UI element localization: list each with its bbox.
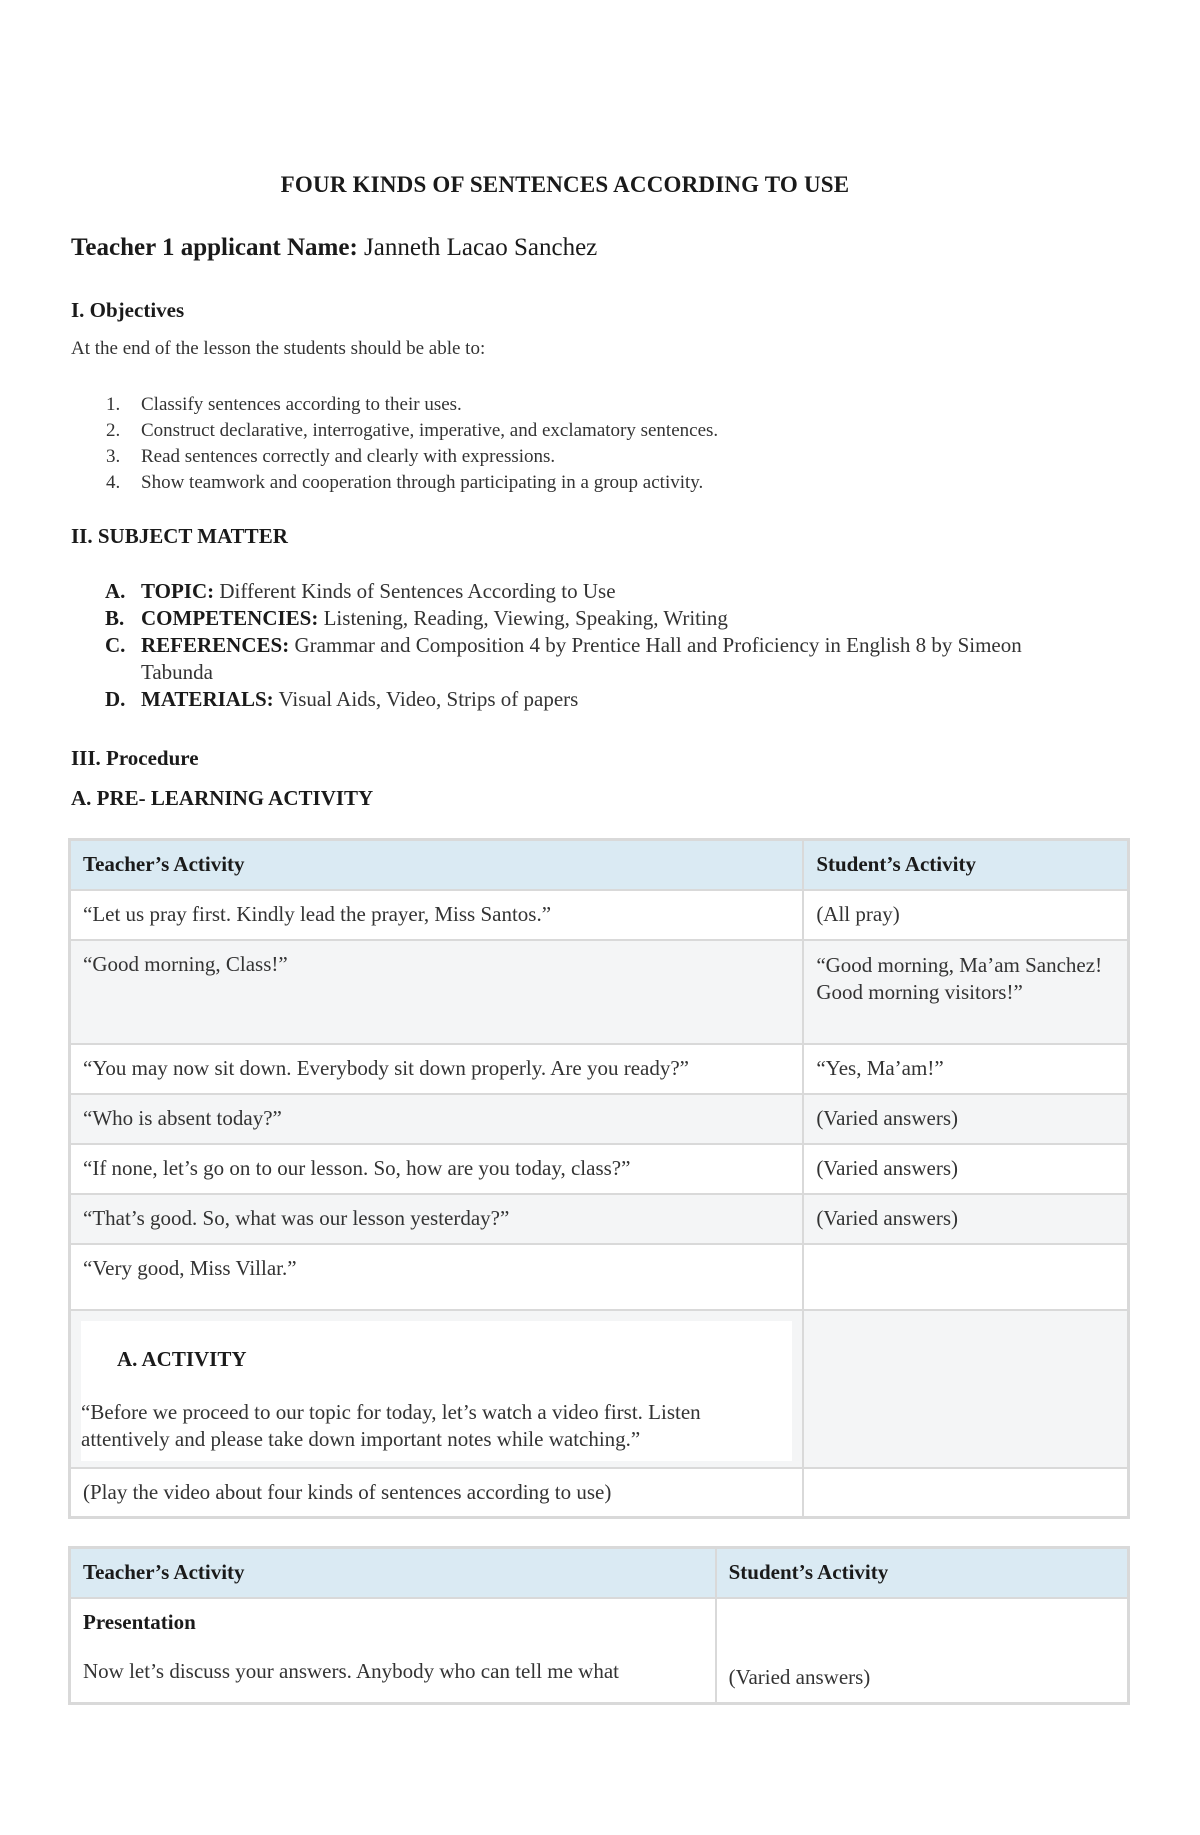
subject-item-label: COMPETENCIES: <box>141 606 319 630</box>
table-header-row <box>70 1548 1129 1598</box>
objective-number: 3. <box>106 446 121 467</box>
teacher-cell: “Very good, Miss Villar.” <box>70 1244 804 1310</box>
presentation-row <box>70 1598 1129 1704</box>
subject-item-letter: D. <box>105 687 126 711</box>
objectives-list <box>71 392 718 496</box>
activity-heading: A. ACTIVITY <box>117 1346 247 1371</box>
teacher-cell: “Good morning, Class!” <box>70 940 804 1044</box>
student-cell <box>803 1244 1128 1310</box>
subject-item-text: Visual Aids, Video, Strips of papers <box>278 687 579 711</box>
student-cell: (Varied answers) <box>803 1144 1128 1194</box>
teacher-cell: “That’s good. So, what was our lesson yesterday?” <box>70 1194 804 1244</box>
objectives-intro: At the end of the lesson the students should be able to: <box>71 338 486 359</box>
teacher-cell: “You may now sit down. Everybody sit down properly. Are you ready?” <box>70 1044 804 1094</box>
table-header-row <box>70 840 1129 890</box>
table-row <box>70 890 1129 940</box>
subject-item-text: Grammar and Composition 4 by Prentice Hall and Proficiency in English 8 by Simeon Tabunda <box>141 633 1022 684</box>
objective-text: Show teamwork and cooperation through participating in a group activity. <box>141 472 704 493</box>
student-activity-header: Student’s Activity <box>716 1548 1129 1598</box>
subject-item-label: MATERIALS: <box>141 687 274 711</box>
presentation-label: Presentation <box>83 1609 196 1634</box>
subject-item-materials <box>71 686 1091 713</box>
subject-item-text: Different Kinds of Sentences According to Use <box>219 579 616 603</box>
subject-item-letter: B. <box>105 606 125 630</box>
subject-matter-heading: II. SUBJECT MATTER <box>71 524 288 548</box>
student-activity-header: Student’s Activity <box>803 840 1128 890</box>
activity-cell <box>70 1310 804 1468</box>
student-cell: (Varied answers) <box>803 1194 1128 1244</box>
subject-item-letter: C. <box>105 633 126 657</box>
subject-item-letter: A. <box>105 579 126 603</box>
table-row <box>70 940 1129 1044</box>
activity-student-cell <box>803 1310 1128 1468</box>
objective-text: Read sentences correctly and clearly with expressions. <box>141 446 556 467</box>
table-row <box>70 1194 1129 1244</box>
subject-item-competencies <box>71 605 1091 632</box>
teacher-label: Teacher 1 applicant Name: <box>71 234 358 261</box>
pre-learning-heading: A. PRE- LEARNING ACTIVITY <box>71 786 374 810</box>
student-cell: “Good morning, Ma’am Sanchez! Good morning visitors!” <box>803 940 1128 1044</box>
pre-learning-table <box>68 838 1130 1519</box>
student-cell: (All pray) <box>803 890 1128 940</box>
table-row <box>70 1468 1129 1518</box>
objective-item <box>71 444 718 470</box>
presentation-table <box>68 1546 1130 1705</box>
presentation-student-cell <box>716 1598 1129 1704</box>
activity-row <box>70 1310 1129 1468</box>
activity-box <box>81 1321 792 1461</box>
objective-number: 2. <box>106 420 121 441</box>
play-video-cell: (Play the video about four kinds of sentences according to use) <box>70 1468 804 1518</box>
presentation-text: Now let’s discuss your answers. Anybody who can tell me what <box>83 1658 620 1683</box>
table-row <box>70 1094 1129 1144</box>
subject-item-label: REFERENCES: <box>141 633 290 657</box>
objective-item <box>71 418 718 444</box>
subject-item-references <box>71 632 1091 686</box>
subject-matter-list <box>71 578 1091 713</box>
teacher-activity-header: Teacher’s Activity <box>70 840 804 890</box>
teacher-cell: “Let us pray first. Kindly lead the prayer, Miss Santos.” <box>70 890 804 940</box>
objective-item <box>71 392 718 418</box>
student-cell <box>803 1468 1128 1518</box>
objective-text: Classify sentences according to their uses. <box>141 394 462 415</box>
objectives-heading: I. Objectives <box>71 298 185 322</box>
subject-item-topic <box>71 578 1091 605</box>
student-cell: (Varied answers) <box>803 1094 1128 1144</box>
teacher-name-line <box>71 234 597 262</box>
objective-number: 1. <box>106 394 121 415</box>
teacher-cell: “If none, let’s go on to our lesson. So, how are you today, class?” <box>70 1144 804 1194</box>
objective-item <box>71 470 718 496</box>
objective-text: Construct declarative, interrogative, imperative, and exclamatory sentences. <box>141 420 719 441</box>
presentation-cell <box>70 1598 716 1704</box>
table-row <box>70 1044 1129 1094</box>
subject-item-label: TOPIC: <box>141 579 215 603</box>
document-title: FOUR KINDS OF SENTENCES ACCORDING TO USE <box>280 172 850 197</box>
teacher-cell: “Who is absent today?” <box>70 1094 804 1144</box>
teacher-activity-header: Teacher’s Activity <box>70 1548 716 1598</box>
table-row <box>70 1244 1129 1310</box>
table-row <box>70 1144 1129 1194</box>
subject-item-text: Listening, Reading, Viewing, Speaking, Writing <box>323 606 728 630</box>
activity-instruction: “Before we proceed to our topic for today, let’s watch a video first. Listen attentively and please take down important notes while watching.” <box>81 1399 701 1451</box>
objective-number: 4. <box>106 472 121 493</box>
student-cell: “Yes, Ma’am!” <box>803 1044 1128 1094</box>
procedure-heading: III. Procedure <box>71 746 199 770</box>
student-answer: (Varied answers) <box>728 1664 871 1689</box>
teacher-name: Janneth Lacao Sanchez <box>364 234 598 261</box>
